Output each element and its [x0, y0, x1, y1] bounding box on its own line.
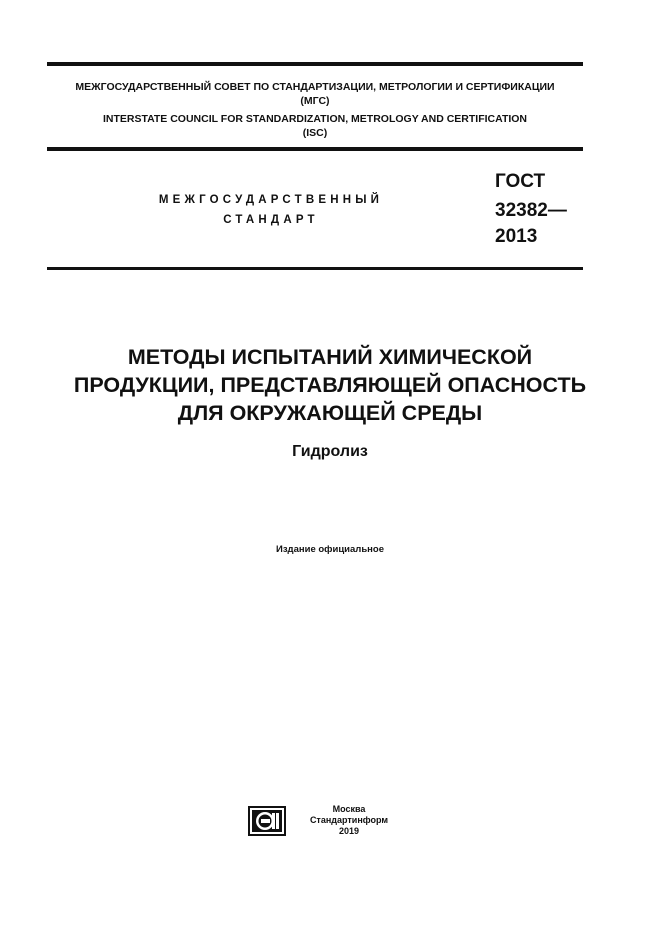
- gost-label: ГОСТ: [495, 171, 546, 192]
- council-abbr-en: (ISC): [302, 127, 328, 139]
- imprint-year: 2019: [338, 826, 360, 836]
- gost-year: 2013: [495, 226, 538, 247]
- imprint-city: Москва: [332, 804, 366, 814]
- document-title-line3: ДЛЯ ОКРУЖАЮЩЕЙ СРЕДЫ: [177, 401, 483, 425]
- standard-type-line2: СТАНДАРТ: [223, 214, 319, 226]
- header-top-rule: [47, 62, 583, 66]
- standartinform-logo-icon: [248, 806, 286, 836]
- document-title-line1: МЕТОДЫ ИСПЫТАНИЙ ХИМИЧЕСКОЙ: [127, 345, 533, 369]
- standard-bottom-rule: [47, 267, 583, 270]
- edition-note: Издание официальное: [276, 544, 384, 555]
- gost-number: 32382—: [495, 200, 567, 221]
- document-subtitle: Гидролиз: [292, 443, 368, 460]
- council-abbr-ru: (МГС): [300, 95, 330, 107]
- council-name-ru: МЕЖГОСУДАРСТВЕННЫЙ СОВЕТ ПО СТАНДАРТИЗАЦИИ, МЕТРОЛОГИИ И СЕРТИФИКАЦИИ: [75, 81, 555, 93]
- imprint-publisher: Стандартинформ: [309, 815, 389, 825]
- council-name-en: INTERSTATE COUNCIL FOR STANDARDIZATION, METROLOGY AND CERTIFICATION: [102, 113, 528, 125]
- standard-type-line1: МЕЖГОСУДАРСТВЕННЫЙ: [158, 194, 384, 206]
- document-title-line2: ПРОДУКЦИИ, ПРЕДСТАВЛЯЮЩЕЙ ОПАСНОСТЬ: [73, 373, 587, 397]
- header-bottom-rule: [47, 147, 583, 151]
